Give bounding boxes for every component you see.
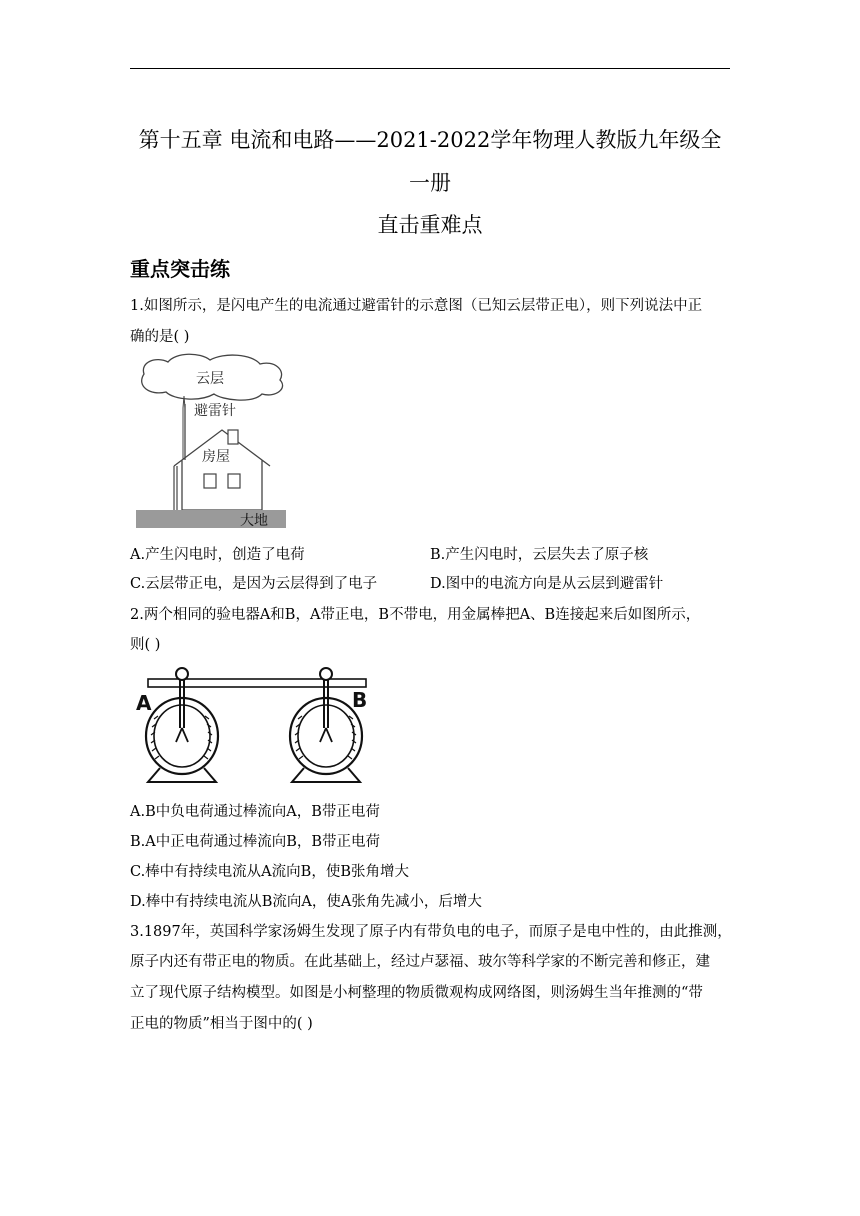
lightning-rod-figure (134, 352, 290, 532)
electroscope-figure (134, 660, 374, 786)
q3-line2: 原子内还有带正电的物质。在此基础上，经过卢瑟福、玻尔等科学家的不断完善和修正，建 (130, 954, 710, 970)
q3-line1: 3.1897年，英国科学家汤姆生发现了原子内有带负电的电子，而原子是电中性的，由此推测， (130, 924, 732, 940)
label-a: A (136, 691, 152, 715)
q2-option-d: D.棒中有持续电流从B流向A，使A张角先减小，后增大 (130, 894, 482, 910)
q3-line3: 立了现代原子结构模型。如图是小柯整理的物质微观构成网络图，则汤姆生当年推测的“带 (130, 985, 703, 1001)
q2-option-a: A.B中负电荷通过棒流向A，B带正电荷 (130, 804, 380, 820)
q2-option-b: B.A中正电荷通过棒流向B，B带正电荷 (130, 834, 381, 850)
ground-label: 大地 (240, 513, 268, 529)
q1-option-d: D.图中的电流方向是从云层到避雷针 (430, 576, 664, 592)
q1-stem-line2: 确的是( ) (130, 329, 190, 345)
header-rule (130, 68, 730, 69)
chimney (228, 430, 238, 444)
q2-stem-line1: 2.两个相同的验电器A和B，A带正电，B不带电，用金属棒把A、B连接起来后如图所示， (130, 607, 701, 623)
q2-stem-line2: 则( ) (130, 637, 161, 653)
page-title-line1: 第十五章 电流和电路——2021-2022学年物理人教版九年级全 (138, 128, 722, 152)
rod-label: 避雷针 (194, 403, 236, 419)
page-subtitle: 直击重难点 (377, 213, 483, 237)
q2-option-c: C.棒中有持续电流从A流向B，使B张角增大 (130, 864, 409, 880)
q1-stem-line1: 1.如图所示，是闪电产生的电流通过避雷针的示意图（已知云层带正电），则下列说法中正 (130, 298, 703, 314)
section-heading: 重点突击练 (130, 257, 230, 281)
house-window-right (228, 474, 240, 488)
house-shape (174, 430, 270, 510)
q1-option-a: A.产生闪电时，创造了电荷 (130, 547, 305, 563)
q1-option-c: C.云层带正电，是因为云层得到了电子 (130, 576, 378, 592)
page-title-line2: 一册 (409, 171, 451, 195)
q1-option-b: B.产生闪电时，云层失去了原子核 (430, 547, 649, 563)
house-window-left (204, 474, 216, 488)
cloud-label: 云层 (196, 371, 224, 387)
q3-line4: 正电的物质”相当于图中的( ) (130, 1016, 313, 1032)
label-b: B (352, 688, 368, 712)
house-label: 房屋 (202, 449, 230, 465)
